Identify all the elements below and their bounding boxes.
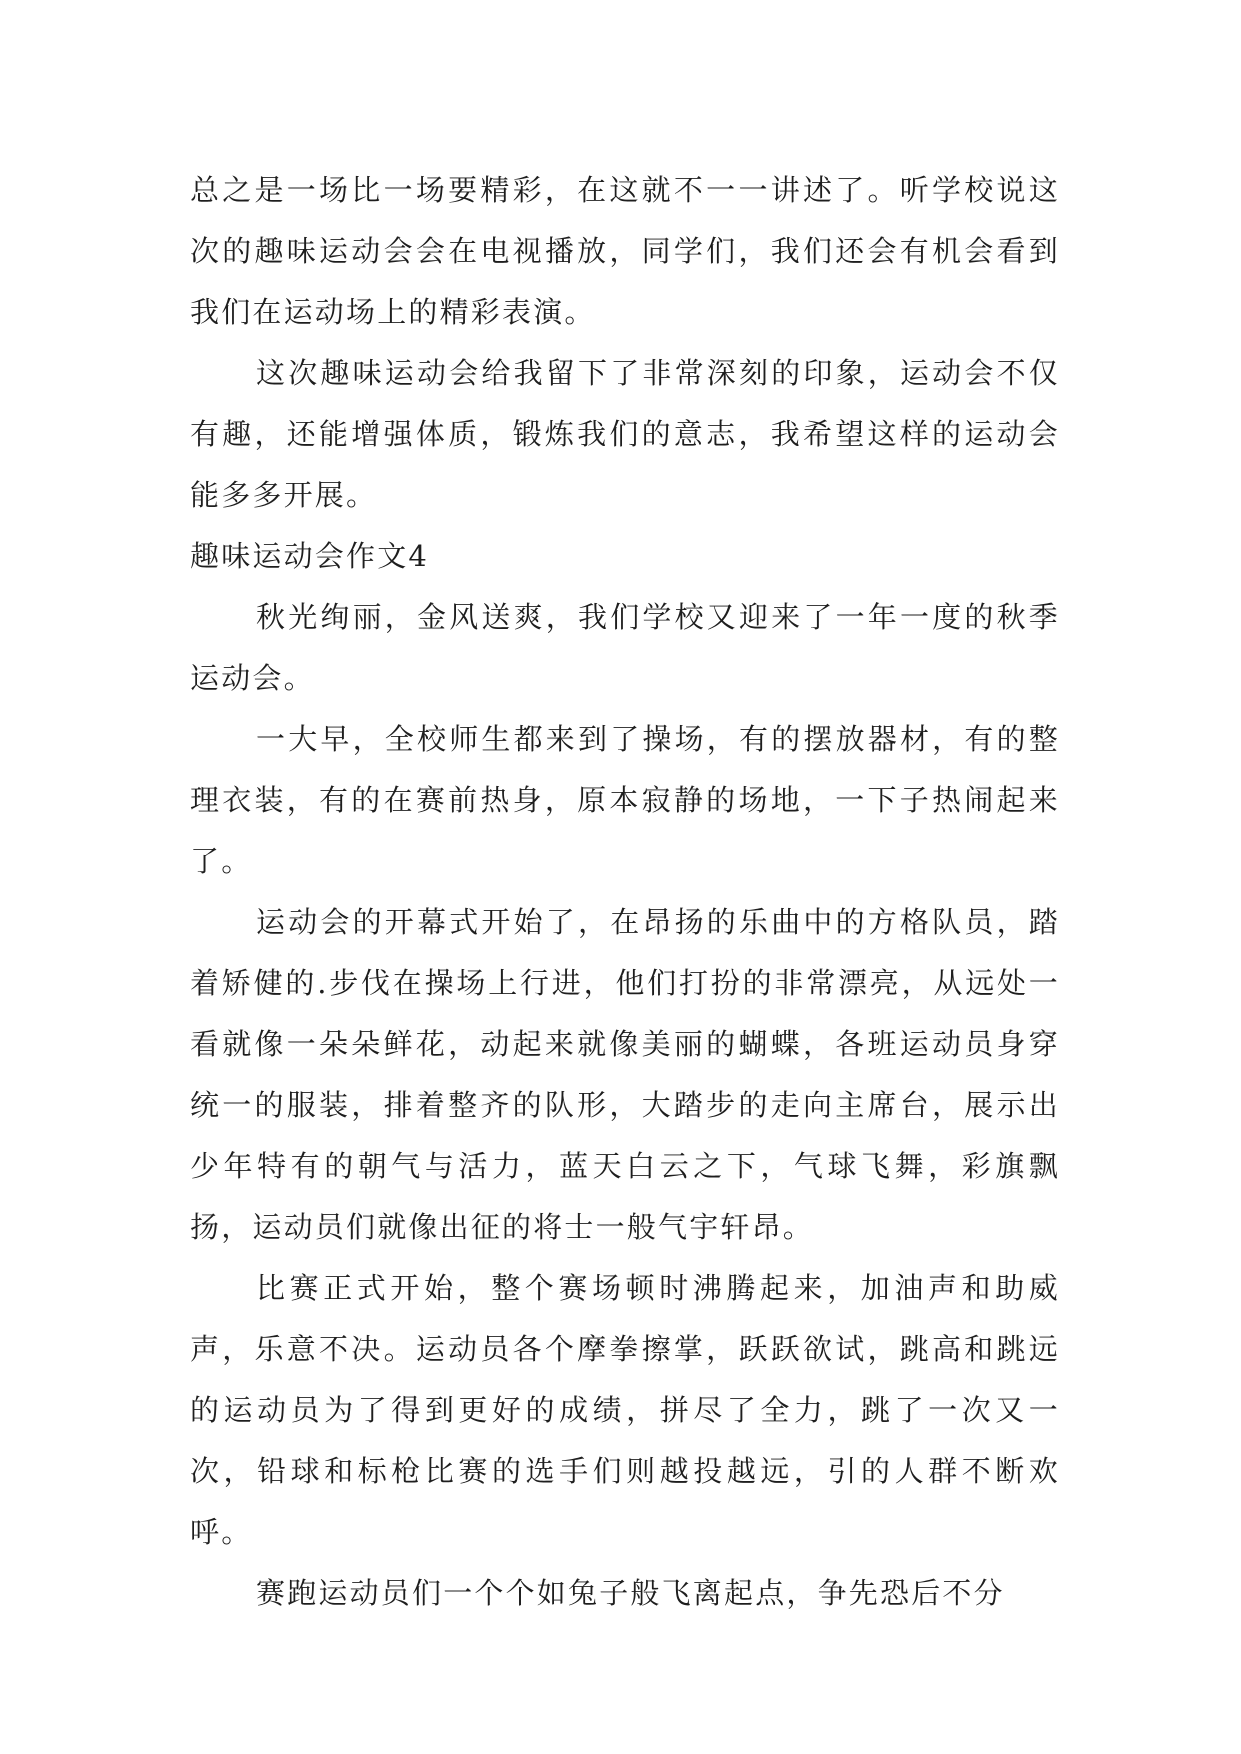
paragraph-text: 总之是一场比一场要精彩，在这就不一一讲述了。听学校说这次的趣味运动会会在电视播放，同学们，我们还会有机会看到我们在运动场上的精彩表演。 xyxy=(190,173,1060,329)
paragraph-text: 比赛正式开始，整个赛场顿时沸腾起来，加油声和助威声，乐意不决。运动员各个摩拳擦掌，跃跃欲试，跳高和跳远的运动员为了得到更好的成绩，拼尽了全力，跳了一次又一次，铅球和标枪比赛的选手们则越投越远，引的人群不断欢呼。 xyxy=(190,1271,1060,1549)
paragraph-text: 一大早，全校师生都来到了操场，有的摆放器材，有的整理衣装，有的在赛前热身，原本寂静的场地，一下子热闹起来了。 xyxy=(190,722,1060,878)
document-page xyxy=(190,160,1060,1624)
paragraph-text: 秋光绚丽，金风送爽，我们学校又迎来了一年一度的秋季运动会。 xyxy=(190,600,1060,695)
section-heading: 趣味运动会作文4 xyxy=(190,539,430,573)
paragraph-text: 这次趣味运动会给我留下了非常深刻的印象，运动会不仅有趣，还能增强体质，锻炼我们的意志，我希望这样的运动会能多多开展。 xyxy=(190,356,1060,512)
paragraph-text: 运动会的开幕式开始了，在昂扬的乐曲中的方格队员，踏着矫健的.步伐在操场上行进，他们打扮的非常漂亮，从远处一看就像一朵朵鲜花，动起来就像美丽的蝴蝶，各班运动员身穿统一的服装，排着整齐的队形，大踏步的走向主席台，展示出少年特有的朝气与活力，蓝天白云之下，气球飞舞，彩旗飘扬，运动员们就像出征的将士一般气宇轩昂。 xyxy=(190,905,1060,1244)
paragraph-text: 赛跑运动员们一个个如兔子般飞离起点，争先恐后不分 xyxy=(256,1576,1005,1610)
